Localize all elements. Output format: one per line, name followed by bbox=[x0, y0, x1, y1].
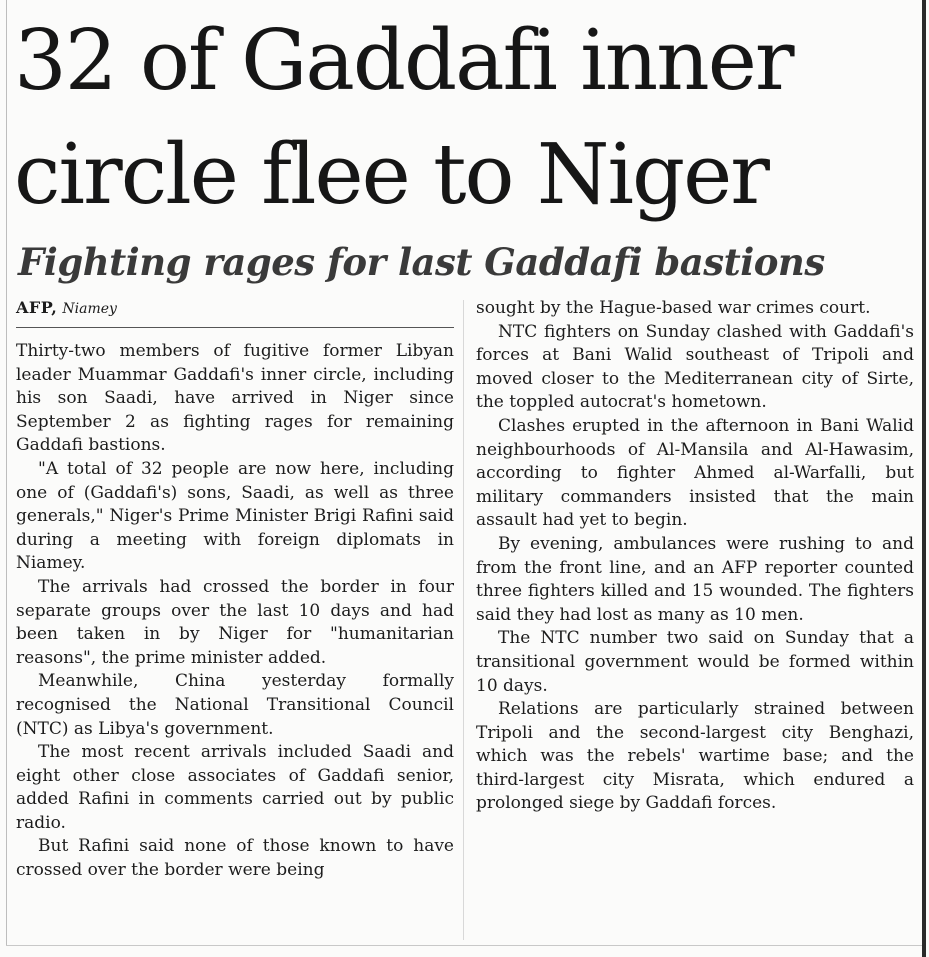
article-paragraph: NTC fighters on Sunday clashed with Gaddafi's forces at Bani Walid southeast of Tripoli and moved closer to the Mediterranean city of Sirte, the toppled autocrat's hometown. bbox=[476, 321, 914, 413]
article-paragraph: But Rafini said none of those known to have crossed over the border were being bbox=[16, 836, 454, 881]
article-paragraph: The most recent arrivals included Saadi and eight other close associates of Gaddafi senior, added Rafini in comments carried out by public radio. bbox=[16, 742, 454, 833]
article-paragraph: "A total of 32 people are now here, including one of (Gaddafi's) sons, Saadi, as well as three generals," Niger's Prime Minister Brigi Rafini said during a meeting with foreign diplomats in Niamey. bbox=[16, 458, 454, 574]
byline-agency: AFP, bbox=[16, 298, 58, 317]
byline-dateline: Niamey bbox=[62, 301, 117, 317]
article-paragraph: sought by the Hague-based war crimes court. bbox=[476, 298, 871, 318]
article-paragraph: Relations are particularly strained between Tripoli and the second-largest city Benghazi, which was the rebels' wartime base; and the third-largest city Misrata, which endured a prolonged siege by Gaddafi forces. bbox=[476, 699, 914, 814]
byline bbox=[16, 294, 454, 322]
article-paragraph: Meanwhile, China yesterday formally recognised the National Transitional Council (NTC) as Libya's government. bbox=[16, 671, 454, 739]
subheadline: Fighting rages for last Gaddafi bastions bbox=[18, 240, 825, 284]
article-column-left bbox=[16, 294, 454, 883]
byline-rule bbox=[16, 327, 454, 328]
article-paragraph: Clashes erupted in the afternoon in Bani Walid neighbourhoods of Al-Mansila and Al-Hawasim, according to fighter Ahmed al-Warfalli, but military commanders insisted that the main assault had yet to begin. bbox=[476, 415, 914, 531]
clipping-bottom-border bbox=[6, 945, 924, 946]
article-column-right bbox=[476, 297, 914, 816]
clipping-right-edge bbox=[922, 0, 926, 957]
article-paragraph: By evening, ambulances were rushing to and from the front line, and an AFP reporter counted three fighters killed and 15 wounded. The fighters said they had lost as many as 10 men. bbox=[476, 533, 914, 625]
article-paragraph: Thirty-two members of fugitive former Libyan leader Muammar Gaddafi's inner circle, including his son Saadi, have arrived in Niger since September 2 as fighting rages for remaining Gaddafi bastions. bbox=[16, 341, 454, 456]
clipping-left-border bbox=[6, 0, 7, 945]
headline: 32 of Gaddafi inner circle flee to Niger bbox=[14, 12, 793, 223]
article-paragraph: The NTC number two said on Sunday that a transitional government would be formed within 10 days. bbox=[476, 628, 914, 696]
article-paragraph: The arrivals had crossed the border in four separate groups over the last 10 days and had been taken in by Niger for "humanitarian reasons", the prime minister added. bbox=[16, 576, 454, 668]
column-gutter bbox=[463, 300, 464, 940]
